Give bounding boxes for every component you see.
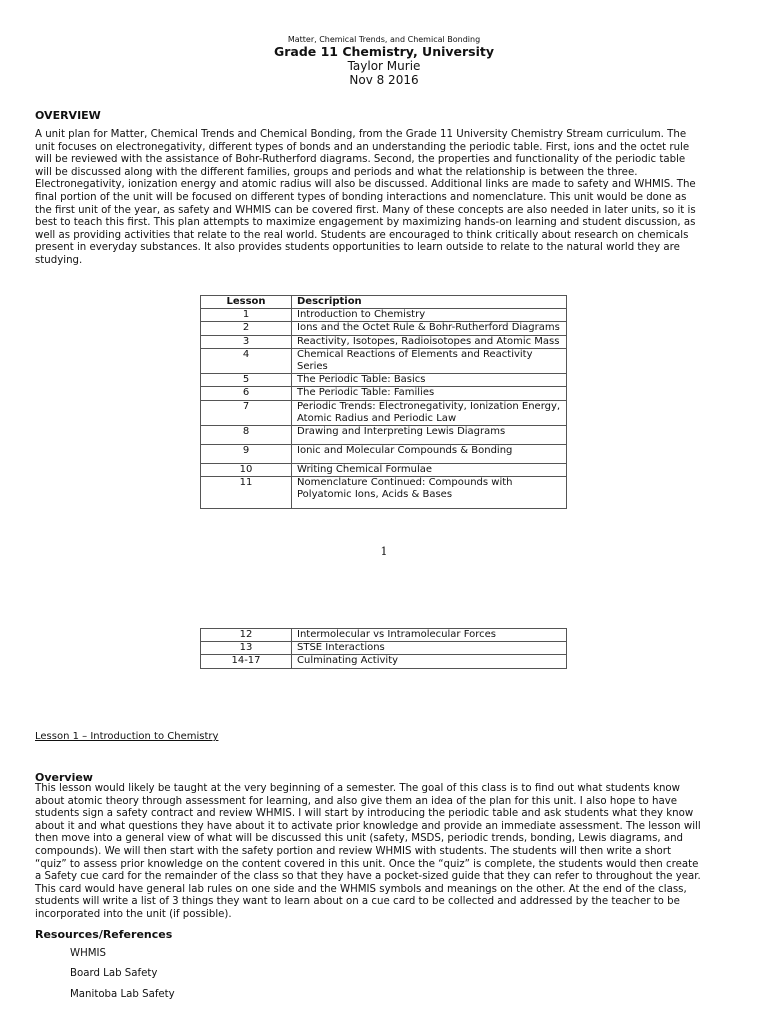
table-header-row <box>201 296 567 309</box>
lesson-number: 9 <box>201 445 292 464</box>
lesson1-line: about it and what questions they have about it to activate prior knowledge and provide an immediate assessment. The lesson will <box>35 820 701 832</box>
lesson-description: Nomenclature Continued: Compounds with Polyatomic Ions, Acids & Bases <box>292 477 567 509</box>
document-title: Grade 11 Chemistry, University <box>273 44 495 59</box>
table-row <box>201 309 567 322</box>
overview-line: present in everyday substances. It also provides students opportunities to learn outside to relate to the natural world they are <box>35 242 680 254</box>
page-number: 1 <box>380 545 388 558</box>
lesson1-line: This lesson would likely be taught at the very beginning of a semester. The goal of this class is to find out what students know <box>35 783 680 794</box>
lesson-description: Ions and the Octet Rule & Bohr-Rutherford Diagrams <box>292 322 567 335</box>
document-topic: Matter, Chemical Trends, and Chemical Bonding <box>287 35 481 44</box>
document-author: Taylor Murie <box>347 59 421 73</box>
table-row <box>201 642 567 655</box>
lesson1-line: incorporated into the unit (if possible). <box>35 908 232 920</box>
lesson1-overview-paragraph <box>35 783 735 922</box>
lesson-number: 14-17 <box>201 655 292 668</box>
lesson1-overview-heading: Overview <box>35 771 93 784</box>
document-date: Nov 8 2016 <box>349 73 419 87</box>
overview-line: Electronegativity, ionization energy and atomic radius will also be discussed. Additional links are made to safety and WHMIS. The <box>35 179 696 191</box>
lesson-description: Periodic Trends: Electronegativity, Ionization Energy, Atomic Radius and Periodic Law <box>292 400 567 425</box>
lesson-number: 2 <box>201 322 292 335</box>
lesson1-line: “quiz” to assess prior knowledge on the content covered in this unit. Once the “quiz” is complete, the students would then create <box>35 858 699 870</box>
lesson-number: 8 <box>201 426 292 445</box>
lesson1-line: then move into a general view of what will be discussed this unit (safety, MSDS, periodic trends, bonding, Lewis diagrams, and <box>35 833 684 845</box>
lesson-number: 11 <box>201 477 292 509</box>
resource-item: WHMIS <box>70 948 106 959</box>
lesson1-line: This card would have general lab rules on one side and the WHMIS symbols and meanings on the other. At the end of the class, <box>35 883 687 895</box>
table-row <box>201 335 567 348</box>
lesson-description: The Periodic Table: Basics <box>292 374 567 387</box>
overview-line: final portion of the unit will be focused on different types of bonding interactions and nomenclature. This unit would be done as <box>35 191 687 203</box>
lesson-number: 13 <box>201 642 292 655</box>
lesson-number: 12 <box>201 629 292 642</box>
lesson-description: Introduction to Chemistry <box>292 309 567 322</box>
table-row <box>201 322 567 335</box>
overview-line: best to teach this first. This plan attempts to maximize engagement by maximizing hands-on learning and student discussion, as <box>35 217 696 229</box>
table-row <box>201 464 567 477</box>
description-column-header: Description <box>292 296 567 309</box>
table-row <box>201 629 567 642</box>
lesson-description: Chemical Reactions of Elements and Reactivity Series <box>292 348 567 373</box>
lesson1-title: Lesson 1 – Introduction to Chemistry <box>35 731 219 742</box>
overview-line: well as providing activities that relate to the real world. Students are encouraged to think critically about research on chemicals <box>35 229 689 241</box>
overview-line: studying. <box>35 254 83 266</box>
table-row <box>201 426 567 445</box>
table-row <box>201 348 567 373</box>
lesson-description: The Periodic Table: Families <box>292 387 567 400</box>
resources-heading: Resources/References <box>35 928 173 941</box>
lesson-number: 6 <box>201 387 292 400</box>
lesson-number: 10 <box>201 464 292 477</box>
lesson-table <box>200 295 567 509</box>
overview-line: the first unit of the year, as safety and WHMIS can be covered first. Many of these concepts are also needed in later units, so it is <box>35 204 696 216</box>
lesson-description: Ionic and Molecular Compounds & Bonding <box>292 445 567 464</box>
overview-line: unit focuses on electronegativity, different types of bonds and an understanding the periodic table. First, ions and the octet rule <box>35 141 690 153</box>
table-row <box>201 400 567 425</box>
lesson1-line: a Safety cue card for the remainder of the class so that they have a pocket-sized guide that they can refer to throughout the year. <box>35 871 701 883</box>
table-row <box>201 374 567 387</box>
lesson1-line: students sign a safety contract and review WHMIS. I will start by introducing the periodic table and ask students what they know <box>35 808 694 820</box>
table-row <box>201 477 567 509</box>
overview-line: will be reviewed with the assistance of Bohr-Rutherford diagrams. Second, the properties and functionality of the periodic table <box>35 154 686 166</box>
lesson-number: 1 <box>201 309 292 322</box>
lesson-description: Drawing and Interpreting Lewis Diagrams <box>292 426 567 445</box>
overview-paragraph <box>35 129 735 268</box>
lesson1-line: compounds). We will then start with the safety portion and review WHMIS with students. The students will then write a short <box>35 845 671 857</box>
lesson-table-continued <box>200 628 567 669</box>
lesson-number: 4 <box>201 348 292 373</box>
lesson-description: Reactivity, Isotopes, Radioisotopes and Atomic Mass <box>292 335 567 348</box>
resource-item: Board Lab Safety <box>70 968 158 979</box>
lesson-number: 5 <box>201 374 292 387</box>
overview-line: will be discussed along with the different families, groups and periods and what the relationship is between the three. <box>35 166 638 178</box>
lesson-description: STSE Interactions <box>292 642 567 655</box>
lesson-description: Writing Chemical Formulae <box>292 464 567 477</box>
lesson-column-header: Lesson <box>201 296 292 309</box>
overview-line: A unit plan for Matter, Chemical Trends and Chemical Bonding, from the Grade 11 University Chemistry Stream curriculum. The <box>35 129 687 140</box>
lesson-number: 7 <box>201 400 292 425</box>
lesson1-line: about atomic theory through assessment for learning, and also give them an idea of the plan for this unit. I also hope to have <box>35 795 677 807</box>
table-row <box>201 655 567 668</box>
resource-item: Manitoba Lab Safety <box>70 989 175 1000</box>
lesson-number: 3 <box>201 335 292 348</box>
table-row <box>201 445 567 464</box>
lesson-description: Culminating Activity <box>292 655 567 668</box>
overview-heading: OVERVIEW <box>35 109 101 122</box>
table-row <box>201 387 567 400</box>
lesson1-line: students will write a list of 3 things they want to learn about on a cue card to be collected and addressed by the teacher to be <box>35 896 680 908</box>
lesson-description: Intermolecular vs Intramolecular Forces <box>292 629 567 642</box>
